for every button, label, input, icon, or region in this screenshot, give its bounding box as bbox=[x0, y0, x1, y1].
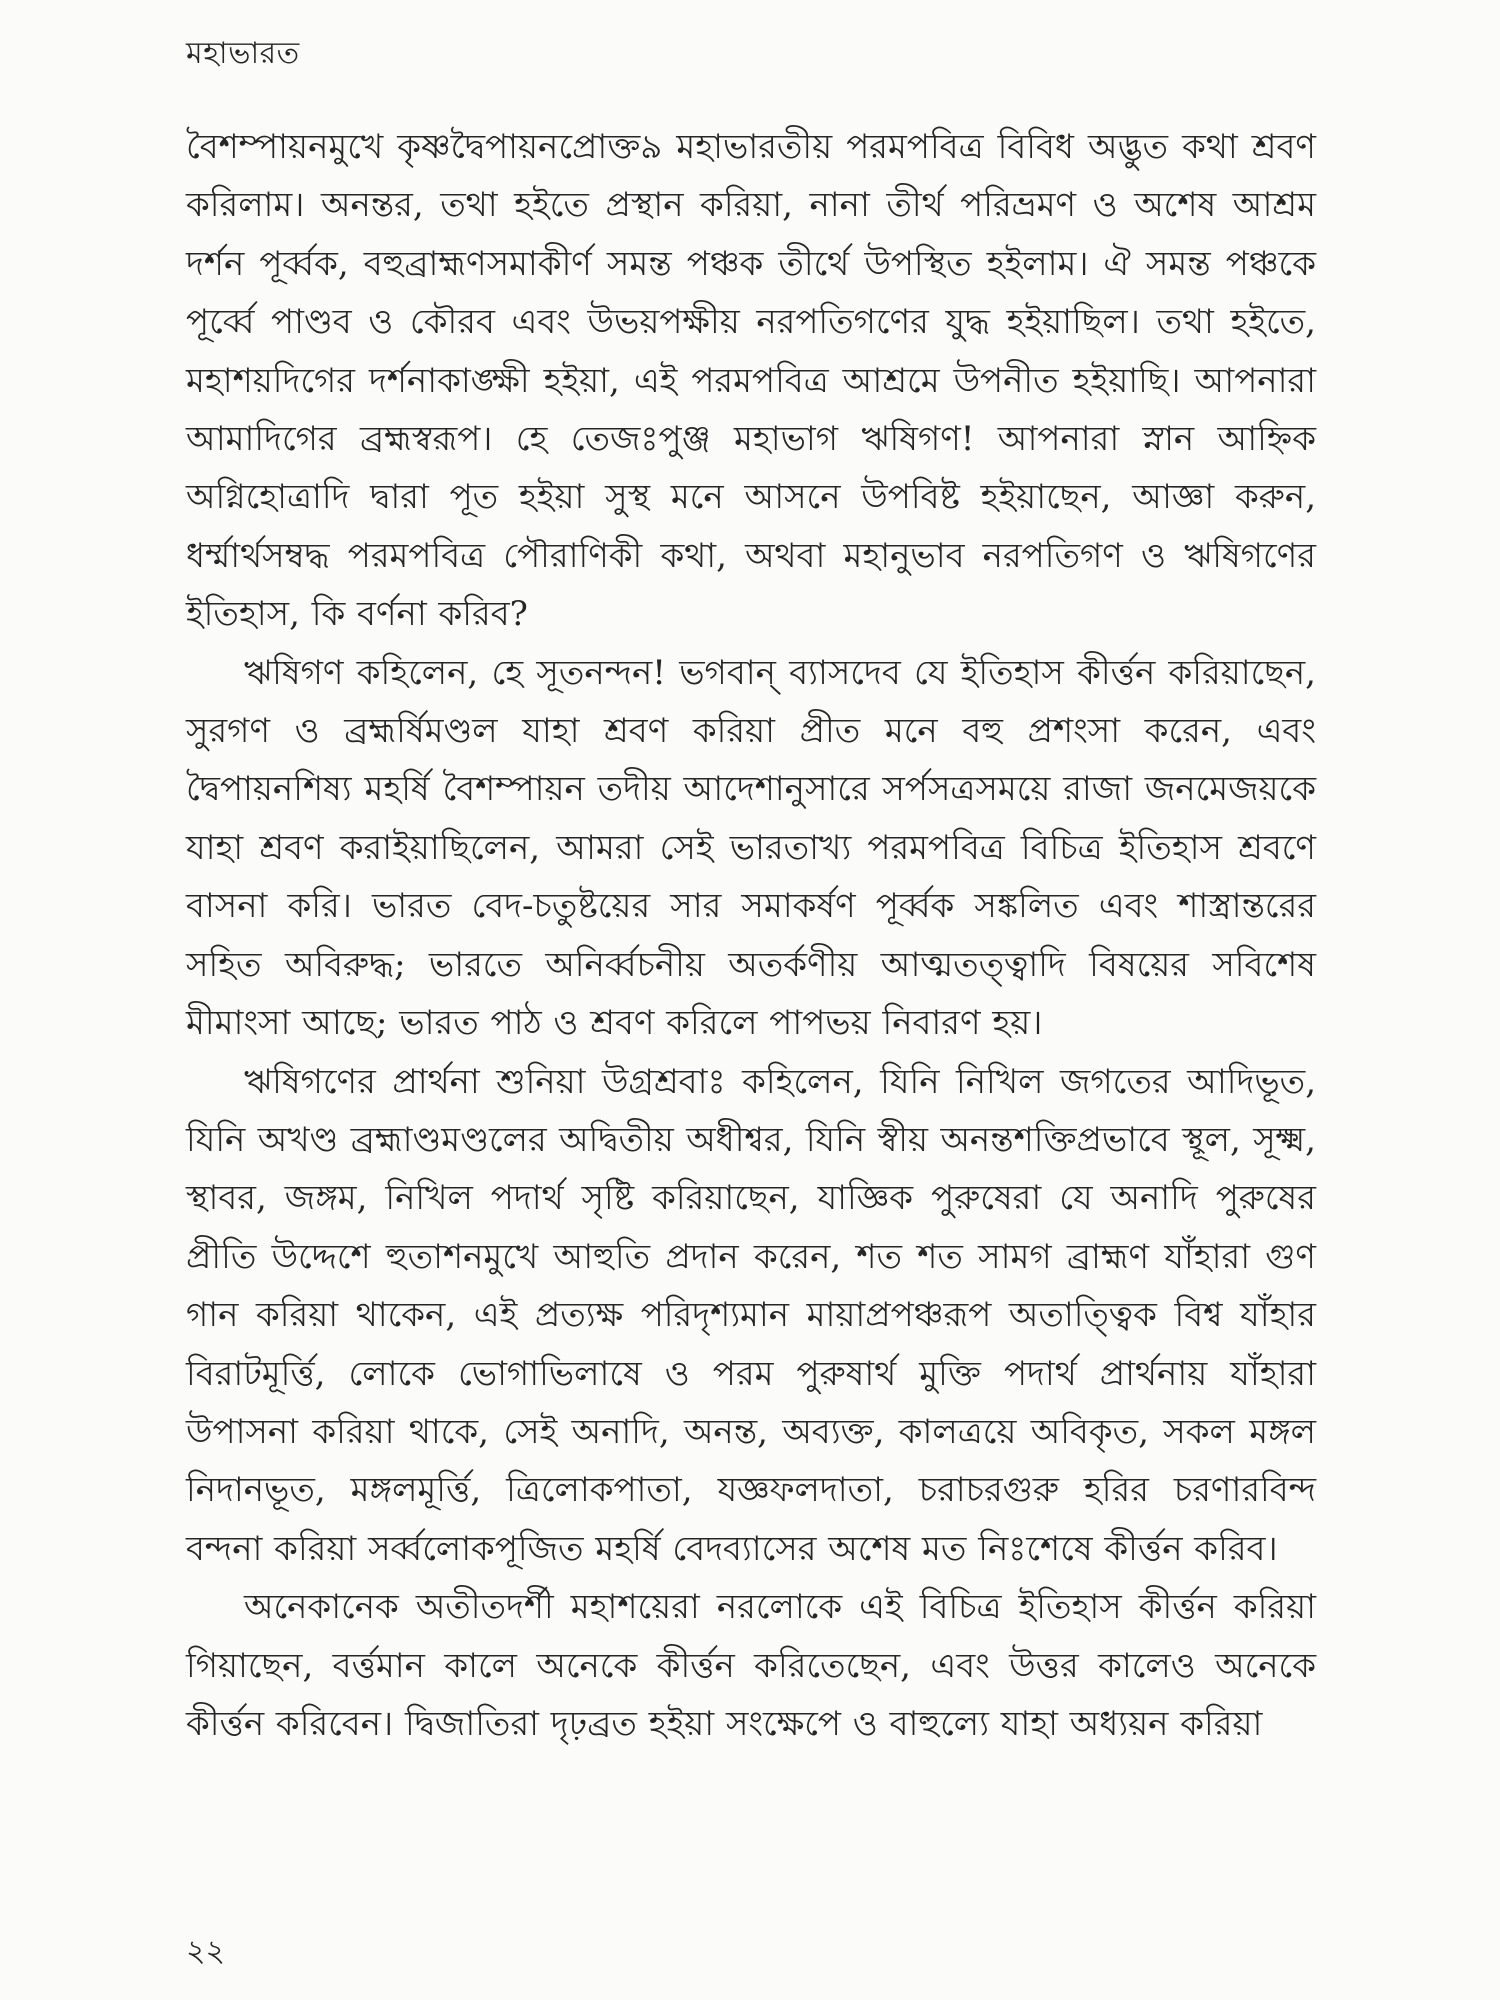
paragraph-4: অনেকানেক অতীতদর্শী মহাশয়েরা নরলোকে এই বিচিত্র ইতিহাস কীর্ত্তন করিয়া গিয়াছেন, বর্ত্তমান কালে অনেকে কীর্ত্তন করিতেছেন, এবং উত্তর কালেও অনেকে কীর্ত্তন করিবেন। দ্বিজাতিরা দৃঢ়ব্রত হইয়া সংক্ষেপে ও বাহুল্যে যাহা অধ্যয়ন করিয়া bbox=[186, 1587, 1316, 1744]
paragraph-1: বৈশম্পায়নমুখে কৃষ্ণদ্বৈপায়নপ্রোক্ত৯ মহাভারতীয় পরমপবিত্র বিবিধ অদ্ভুত কথা শ্রবণ করিলাম। অনন্তর, তথা হইতে প্রস্থান করিয়া, নানা তীর্থ পরিভ্রমণ ও অশেষ আশ্রম দর্শন পূর্ব্বক, বহুব্রাহ্মণসমাকীর্ণ সমন্ত পঞ্চক তীর্থে উপস্থিত হইলাম। ঐ সমন্ত পঞ্চকে পূর্ব্বে পাণ্ডব ও কৌরব এবং উভয়পক্ষীয় নরপতিগণের যুদ্ধ হইয়াছিল। তথা হইতে, মহাশয়দিগের দর্শনাকাঙ্ক্ষী হইয়া, এই পরমপবিত্র আশ্রমে উপনীত হইয়াছি। আপনারা আমাদিগের ব্রহ্মস্বরূপ। হে তেজঃপুঞ্জ মহাভাগ ঋষিগণ! আপনারা স্নান আহ্নিক অগ্নিহোত্রাদি দ্বারা পূত হইয়া সুস্থ মনে আসনে উপবিষ্ট হইয়াছেন, আজ্ঞা করুন, ধর্ম্মার্থসম্বদ্ধ পরমপবিত্র পৌরাণিকী কথা, অথবা মহানুভাব নরপতিগণ ও ঋষিগণের ইতিহাস, কি বর্ণনা করিব? bbox=[186, 127, 1316, 635]
paragraph-2: ঋষিগণ কহিলেন, হে সূতনন্দন! ভগবান্ ব্যাসদেব যে ইতিহাস কীর্ত্তন করিয়াছেন, সুরগণ ও ব্রহ্মর্ষিমণ্ডল যাহা শ্রবণ করিয়া প্রীত মনে বহু প্রশংসা করেন, এবং দ্বৈপায়নশিষ্য মহর্ষি বৈশম্পায়ন তদীয় আদেশানুসারে সর্পসত্রসময়ে রাজা জনমেজয়কে যাহা শ্রবণ করাইয়াছিলেন, আমরা সেই ভারতাখ্য পরমপবিত্র বিচিত্র ইতিহাস শ্রবণে বাসনা করি। ভারত বেদ-চতুষ্টয়ের সার সমাকর্ষণ পূর্ব্বক সঙ্কলিত এবং শাস্ত্রান্তরের সহিত অবিরুদ্ধ; ভারতে অনির্ব্বচনীয় অতর্কণীয় আত্মতত্ত্বাদি বিষয়ের সবিশেষ মীমাংসা আছে; ভারত পাঠ ও শ্রবণ করিলে পাপভয় নিবারণ হয়। bbox=[186, 652, 1316, 1044]
body-text bbox=[186, 118, 1316, 1753]
page-number: ২২ bbox=[186, 1934, 226, 1969]
paragraph-3: ঋষিগণের প্রার্থনা শুনিয়া উগ্রশ্রবাঃ কহিলেন, যিনি নিখিল জগতের আদিভূত, যিনি অখণ্ড ব্রহ্মাণ্ডমণ্ডলের অদ্বিতীয় অধীশ্বর, যিনি স্বীয় অনন্তশক্তিপ্রভাবে স্থূল, সূক্ষ্ম, স্থাবর, জঙ্গম, নিখিল পদার্থ সৃষ্টি করিয়াছেন, যাজ্ঞিক পুরুষেরা যে অনাদি পুরুষের প্রীতি উদ্দেশে হুতাশনমুখে আহুতি প্রদান করেন, শত শত সামগ ব্রাহ্মণ যাঁহারা গুণ গান করিয়া থাকেন, এই প্রত্যক্ষ পরিদৃশ্যমান মায়াপ্রপঞ্চরূপ অতাত্ত্বিক বিশ্ব যাঁহার বিরাটমূর্ত্তি, লোকে ভোগাভিলাষে ও পরম পুরুষার্থ মুক্তি পদার্থ প্রার্থনায় যাঁহারা উপাসনা করিয়া থাকে, সেই অনাদি, অনন্ত, অব্যক্ত, কালত্রয়ে অবিকৃত, সকল মঙ্গল নিদানভূত, মঙ্গলমূর্ত্তি, ত্রিলোকপাতা, যজ্ঞফলদাতা, চরাচরগুরু হরির চরণারবিন্দ বন্দনা করিয়া সর্ব্বলোকপূজিত মহর্ষি বেদব্যাসের অশেষ মত নিঃশেষে কীর্ত্তন করিব। bbox=[186, 1061, 1316, 1569]
running-head-title: মহাভারত bbox=[186, 36, 300, 71]
